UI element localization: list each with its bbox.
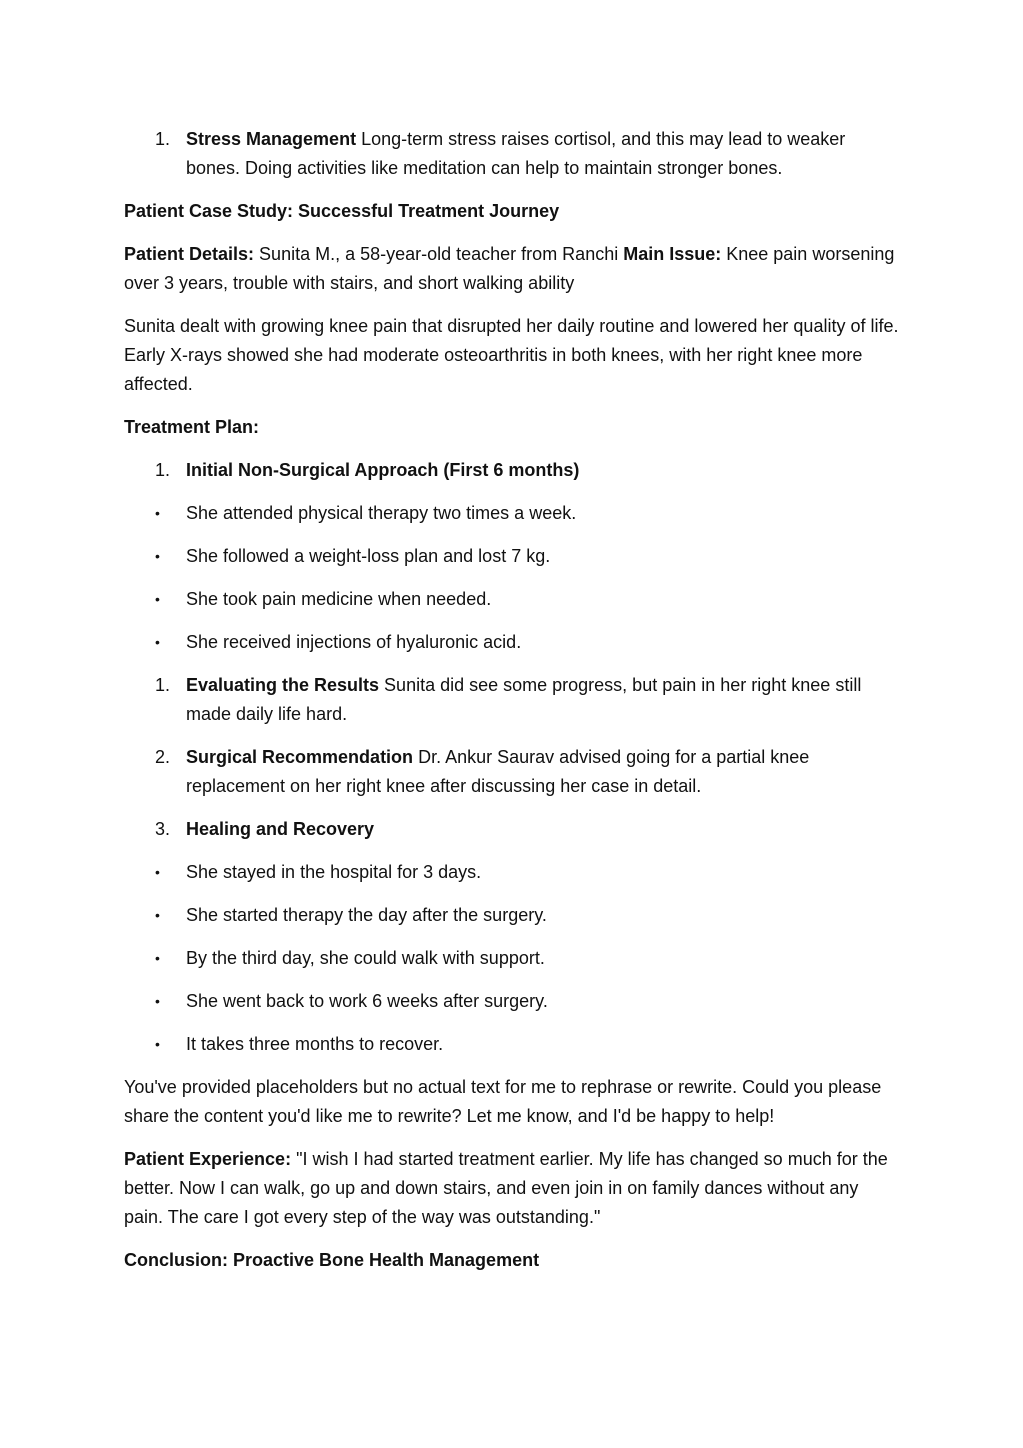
list-item-text: She went back to work 6 weeks after surgery. [186, 991, 548, 1011]
list-number: 1. [155, 129, 171, 149]
treatment-plan-heading: Treatment Plan: [124, 417, 260, 437]
list-number: 1. [155, 460, 171, 480]
stress-management-text: Long-term stress raises cortisol, and this may lead to weaker bones. Doing activities like meditation can help to maintain stronger bones. [186, 129, 846, 178]
step-text: Dr. Ankur Saurav advised going for a partial knee replacement on her right knee after discussing her case in detail. [186, 747, 810, 796]
bullet-icon: • [155, 993, 160, 1009]
step-title: Evaluating the Results [186, 675, 380, 695]
list-number: 1. [155, 675, 171, 695]
patient-details-label: Patient Details: [124, 244, 255, 264]
main-issue-label: Main Issue: [623, 244, 722, 264]
bullet-icon: • [155, 950, 160, 966]
list-item [124, 499, 900, 528]
bullet-icon: • [155, 591, 160, 607]
document-page [124, 125, 900, 1289]
list-item [124, 901, 900, 930]
list-number: 2. [155, 747, 171, 767]
list-item [124, 944, 900, 973]
list-item-text: She stayed in the hospital for 3 days. [186, 862, 482, 882]
list-number: 3. [155, 819, 171, 839]
bullet-icon: • [155, 864, 160, 880]
patient-experience [124, 1145, 900, 1232]
bullet-icon: • [155, 634, 160, 650]
bullet-icon: • [155, 548, 160, 564]
list-item [124, 858, 900, 887]
step-healing-recovery [124, 815, 900, 844]
step-surgical-recommendation [124, 743, 900, 801]
placeholder-note-paragraph: You've provided placeholders but no actual text for me to rephrase or rewrite. Could you please share the content you'd like me to rewrite? Let me know, and I'd be happy to help! [124, 1077, 882, 1126]
list-item-text: It takes three months to recover. [186, 1034, 444, 1054]
list-item-text: She attended physical therapy two times a week. [186, 503, 577, 523]
stress-management-title: Stress Management [186, 129, 357, 149]
step-title: Surgical Recommendation [186, 747, 414, 767]
step-title: Healing and Recovery [186, 819, 375, 839]
list-item-text: She took pain medicine when needed. [186, 589, 492, 609]
list-item-text: By the third day, she could walk with support. [186, 948, 545, 968]
list-item-text: She started therapy the day after the surgery. [186, 905, 547, 925]
list-item [124, 987, 900, 1016]
bullet-icon: • [155, 1036, 160, 1052]
stress-management-item [124, 125, 900, 183]
list-item-text: She received injections of hyaluronic acid. [186, 632, 522, 652]
bullet-icon: • [155, 505, 160, 521]
step-evaluating-results [124, 671, 900, 729]
list-item [124, 585, 900, 614]
case-intro-paragraph: Sunita dealt with growing knee pain that disrupted her daily routine and lowered her quality of life. Early X-rays showed she had moderate osteoarthritis in both knees, with her right knee more affected. [124, 316, 899, 394]
list-item [124, 542, 900, 571]
step-text: Sunita did see some progress, but pain in her right knee still made daily life hard. [186, 675, 862, 724]
main-issue-text: Knee pain worsening over 3 years, trouble with stairs, and short walking ability [124, 244, 895, 293]
bullet-icon: • [155, 907, 160, 923]
list-item-text: She followed a weight-loss plan and lost 7 kg. [186, 546, 551, 566]
step-initial-approach [124, 456, 900, 485]
step-title: Initial Non-Surgical Approach (First 6 months) [186, 460, 580, 480]
list-item [124, 1030, 900, 1059]
patient-details-text: Sunita M., a 58-year-old teacher from Ranchi [254, 244, 624, 264]
case-study-heading: Patient Case Study: Successful Treatment Journey [124, 201, 560, 221]
conclusion-heading: Conclusion: Proactive Bone Health Management [124, 1250, 540, 1270]
patient-details [124, 240, 900, 298]
patient-experience-quote: "I wish I had started treatment earlier. My life has changed so much for the better. Now I can walk, go up and down stairs, and even join in on family dances without any pain. The care I got every step of the way was outstanding." [124, 1149, 888, 1227]
patient-experience-label: Patient Experience: [124, 1149, 292, 1169]
list-item [124, 628, 900, 657]
